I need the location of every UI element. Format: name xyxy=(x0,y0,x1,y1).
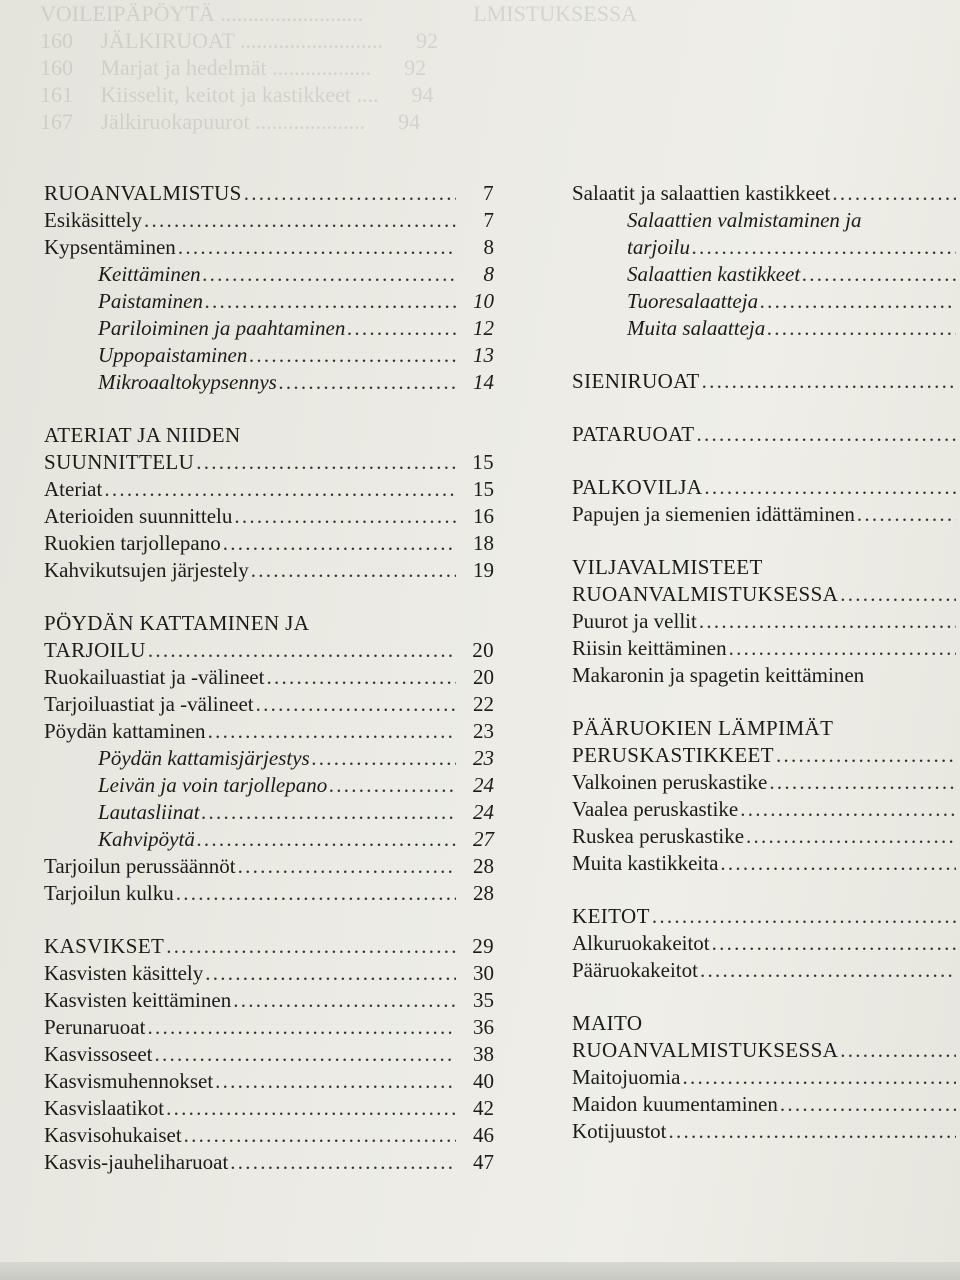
toc-entry-title: PÖYDÄN KATTAMINEN JA xyxy=(44,611,310,635)
toc-chapter-group xyxy=(572,368,960,395)
dot-leader xyxy=(802,261,956,288)
toc-entry-title: Salaatit ja salaattien kastikkeet xyxy=(572,181,831,205)
toc-subsection xyxy=(572,288,960,315)
toc-page-number: 15 xyxy=(472,450,494,474)
dot-leader xyxy=(256,691,456,718)
toc-entry-title: Uppopaistaminen xyxy=(98,343,248,367)
toc-entry-title: Valkoinen peruskastike xyxy=(572,770,768,794)
toc-section xyxy=(44,960,496,987)
toc-page-number: 19 xyxy=(473,558,494,582)
dot-leader xyxy=(699,608,956,635)
toc-chapter-heading xyxy=(572,1010,960,1037)
dot-leader xyxy=(166,1095,456,1122)
toc-section xyxy=(44,1149,496,1176)
dot-leader xyxy=(760,288,956,315)
dot-leader xyxy=(669,1118,956,1145)
dot-leader xyxy=(234,503,456,530)
toc-section xyxy=(572,1118,960,1145)
toc-entry-title: Esikäsittely xyxy=(44,208,142,232)
toc-entry-title: Perunaruoat xyxy=(44,1015,146,1039)
toc-page-number: 35 xyxy=(473,988,494,1012)
page-bottom-edge xyxy=(0,1262,960,1280)
dot-leader xyxy=(266,664,456,691)
toc-page-number: 7 xyxy=(483,208,494,232)
dot-leader xyxy=(203,261,456,288)
toc-section xyxy=(572,930,960,957)
dot-leader xyxy=(347,315,456,342)
toc-page-number: 10 xyxy=(473,289,494,313)
dot-leader xyxy=(215,1068,456,1095)
toc-page-number: 7 xyxy=(483,181,494,205)
toc-entry-title: Vaalea peruskastike xyxy=(572,797,739,821)
toc-entry-title: Maidon kuumentaminen xyxy=(572,1092,778,1116)
toc-section xyxy=(44,691,496,718)
toc-section xyxy=(572,635,960,662)
toc-page-number: 42 xyxy=(473,1096,494,1120)
toc-entry-title: Mikroaaltokypsennys xyxy=(98,370,277,394)
dot-leader xyxy=(233,987,456,1014)
dot-leader xyxy=(251,557,456,584)
toc-entry-title: Papujen ja siemenien idättäminen xyxy=(572,502,855,526)
toc-right-column xyxy=(572,180,960,1171)
toc-page-number: 20 xyxy=(473,665,494,689)
toc-section xyxy=(44,1041,496,1068)
dot-leader xyxy=(683,1064,957,1091)
dot-leader xyxy=(166,933,456,960)
toc-chapter-group xyxy=(572,1010,960,1145)
dot-leader xyxy=(312,745,456,772)
toc-section xyxy=(44,530,496,557)
toc-section xyxy=(572,180,960,207)
toc-entry-title: Leivän ja voin tarjollepano xyxy=(98,773,328,797)
dot-leader xyxy=(832,180,956,207)
toc-subsection xyxy=(44,826,496,853)
toc-chapter-group xyxy=(44,610,496,907)
dot-leader xyxy=(840,1037,956,1064)
dot-leader xyxy=(208,718,456,745)
toc-page-number: 47 xyxy=(473,1150,494,1174)
toc-section xyxy=(572,608,960,635)
toc-chapter-heading xyxy=(572,1037,960,1064)
dot-leader xyxy=(202,799,456,826)
toc-entry-title: Maitojuomia xyxy=(572,1065,681,1089)
toc-entry-title: TARJOILU xyxy=(44,638,146,662)
dot-leader xyxy=(746,823,956,850)
toc-page-number: 13 xyxy=(473,343,494,367)
toc-entry-title: MAITO xyxy=(572,1011,643,1035)
dot-leader xyxy=(857,501,956,528)
dot-leader xyxy=(702,368,956,395)
toc-section xyxy=(572,823,960,850)
toc-page-number: 23 xyxy=(473,719,494,743)
toc-chapter-heading xyxy=(572,903,960,930)
toc-chapter-heading xyxy=(572,554,960,581)
toc-page-number: 30 xyxy=(473,961,494,985)
dot-leader xyxy=(329,772,456,799)
toc-entry-title: Salaattien kastikkeet xyxy=(627,262,801,286)
dot-leader xyxy=(196,449,456,476)
toc-page-number: 18 xyxy=(473,531,494,555)
toc-section xyxy=(44,880,496,907)
dot-leader xyxy=(223,530,456,557)
toc-section xyxy=(572,957,960,984)
toc-section xyxy=(44,234,496,261)
toc-page-number: 15 xyxy=(473,477,494,501)
toc-chapter-heading xyxy=(44,449,496,476)
toc-chapter-heading xyxy=(572,742,960,769)
toc-page-number: 20 xyxy=(472,638,494,662)
toc-section xyxy=(44,1068,496,1095)
dot-leader xyxy=(840,581,956,608)
toc-chapter-heading xyxy=(44,422,496,449)
toc-entry-title: Muita salaatteja xyxy=(627,316,766,340)
toc-entry-title: RUOANVALMISTUKSESSA xyxy=(572,1038,839,1062)
toc-chapter-heading xyxy=(44,610,496,637)
dot-leader xyxy=(652,903,956,930)
dot-leader xyxy=(244,180,456,207)
toc-page-number: 12 xyxy=(473,316,494,340)
toc-section xyxy=(44,987,496,1014)
dot-leader xyxy=(238,853,456,880)
toc-page-number: 22 xyxy=(473,692,494,716)
dot-leader xyxy=(729,635,956,662)
toc-chapter-heading xyxy=(572,421,960,448)
dot-leader xyxy=(780,1091,956,1118)
dot-leader xyxy=(205,960,456,987)
toc-subsection xyxy=(572,261,960,288)
toc-section xyxy=(44,503,496,530)
toc-entry-title: Ruokien tarjollepano xyxy=(44,531,221,555)
toc-entry-title: Kasvislaatikot xyxy=(44,1096,165,1120)
toc-page-number: 38 xyxy=(473,1042,494,1066)
dot-leader xyxy=(104,476,456,503)
dot-leader xyxy=(700,957,956,984)
dot-leader xyxy=(720,850,956,877)
toc-entry-title: Tarjoilun kulku xyxy=(44,881,174,905)
toc-entry-title: SIENIRUOAT xyxy=(572,369,700,393)
dot-leader xyxy=(148,637,456,664)
toc-entry-title: Paistaminen xyxy=(98,289,203,313)
toc-section xyxy=(44,664,496,691)
toc-chapter-group xyxy=(44,422,496,584)
toc-section xyxy=(572,1091,960,1118)
toc-entry-title: Salaattien valmistaminen ja xyxy=(627,208,862,232)
toc-subsection xyxy=(44,772,496,799)
toc-entry-title: Pariloiminen ja paahtaminen xyxy=(98,316,346,340)
dot-leader xyxy=(184,1122,456,1149)
toc-entry-title: Puurot ja vellit xyxy=(572,609,697,633)
toc-subsection xyxy=(44,799,496,826)
dot-leader xyxy=(178,234,456,261)
toc-page-number: 29 xyxy=(472,934,494,958)
toc-entry-title: Tarjoilun perussäännöt xyxy=(44,854,236,878)
toc-entry-title: Kypsentäminen xyxy=(44,235,176,259)
dot-leader xyxy=(769,769,956,796)
toc-entry-title: PALKOVILJA xyxy=(572,475,703,499)
toc-entry-title: Kasvis-jauheliharuoat xyxy=(44,1150,229,1174)
toc-page-number: 8 xyxy=(483,235,494,259)
toc-entry-title: Riisin keittäminen xyxy=(572,636,727,660)
toc-entry-title: Kasvissoseet xyxy=(44,1042,153,1066)
toc-entry-title: SUUNNITTELU xyxy=(44,450,195,474)
toc-page-number: 40 xyxy=(473,1069,494,1093)
toc-page-number: 14 xyxy=(473,370,494,394)
toc-subsection xyxy=(572,207,960,234)
toc-chapter-heading xyxy=(44,180,496,207)
toc-page-number: 23 xyxy=(473,746,494,770)
dot-leader xyxy=(249,342,456,369)
toc-entry-title: KEITOT xyxy=(572,904,650,928)
toc-section xyxy=(44,476,496,503)
toc-entry-title: Kasvisohukaiset xyxy=(44,1123,182,1147)
dot-leader xyxy=(279,369,456,396)
toc-page-number: 8 xyxy=(483,262,494,286)
toc-entry-title: Kasvisten keittäminen xyxy=(44,988,232,1012)
dot-leader xyxy=(704,474,956,501)
toc-chapter-heading xyxy=(572,715,960,742)
toc-entry-title: Ateriat xyxy=(44,477,103,501)
toc-entry-title: Kotijuustot xyxy=(572,1119,667,1143)
toc-subsection xyxy=(44,342,496,369)
toc-page-number: 46 xyxy=(473,1123,494,1147)
toc-page-number: 28 xyxy=(473,881,494,905)
toc-section xyxy=(572,662,960,689)
toc-page-number: 28 xyxy=(473,854,494,878)
toc-chapter-group xyxy=(572,474,960,528)
toc-section xyxy=(44,1122,496,1149)
toc-chapter-heading xyxy=(44,637,496,664)
toc-section xyxy=(572,796,960,823)
toc-chapter-group xyxy=(44,933,496,1176)
dot-leader xyxy=(712,930,956,957)
toc-entry-title: Pääruokakeitot xyxy=(572,958,698,982)
dot-leader xyxy=(155,1041,457,1068)
toc-subsection xyxy=(44,288,496,315)
toc-entry-title: Kasvisten käsittely xyxy=(44,961,204,985)
toc-entry-title: Aterioiden suunnittelu xyxy=(44,504,233,528)
toc-entry-title: Kahvipöytä xyxy=(98,827,195,851)
toc-entry-title: Tuoresalaatteja xyxy=(627,289,759,313)
toc-chapter-heading xyxy=(44,933,496,960)
dot-leader xyxy=(147,1014,456,1041)
toc-subsection xyxy=(572,234,960,261)
dot-leader xyxy=(144,207,456,234)
toc-entry-title: Pöydän kattamisjärjestys xyxy=(98,746,310,770)
toc-section xyxy=(44,1095,496,1122)
toc-chapter-heading xyxy=(572,474,960,501)
toc-entry-title: RUOANVALMISTUKSESSA xyxy=(572,582,839,606)
toc-entry-title: Pöydän kattaminen xyxy=(44,719,206,743)
toc-section xyxy=(572,769,960,796)
dot-leader xyxy=(205,288,456,315)
toc-page-number: 24 xyxy=(473,800,494,824)
toc-entry-title: ATERIAT JA NIIDEN xyxy=(44,423,241,447)
toc-subsection xyxy=(44,315,496,342)
toc-entry-title: Kahvikutsujen järjestely xyxy=(44,558,249,582)
toc-entry-title: Ruokailuastiat ja -välineet xyxy=(44,665,265,689)
toc-chapter-group xyxy=(572,421,960,448)
toc-section xyxy=(572,850,960,877)
toc-chapter-heading xyxy=(572,581,960,608)
toc-entry-title: Tarjoiluastiat ja -välineet xyxy=(44,692,254,716)
toc-chapter-group xyxy=(572,903,960,984)
toc-entry-title: Ruskea peruskastike xyxy=(572,824,745,848)
dot-leader xyxy=(697,421,956,448)
toc-section xyxy=(44,557,496,584)
toc-chapter-group xyxy=(572,554,960,689)
toc-entry-title: tarjoilu xyxy=(627,235,691,259)
toc-page-number: 36 xyxy=(473,1015,494,1039)
toc-section xyxy=(572,1064,960,1091)
toc-section xyxy=(572,501,960,528)
toc-entry-title: RUOANVALMISTUS xyxy=(44,181,242,205)
toc-entry-title: PATARUOAT xyxy=(572,422,695,446)
toc-section xyxy=(44,1014,496,1041)
dot-leader xyxy=(776,742,956,769)
toc-entry-title: Keittäminen xyxy=(98,262,201,286)
toc-left-column xyxy=(44,180,496,1202)
toc-entry-title: VILJAVALMISTEET xyxy=(572,555,763,579)
toc-subsection xyxy=(44,261,496,288)
toc-entry-title: Makaronin ja spagetin keittäminen xyxy=(572,663,865,687)
toc-entry-title: Alkuruokakeitot xyxy=(572,931,710,955)
toc-page-number: 16 xyxy=(473,504,494,528)
dot-leader xyxy=(230,1149,456,1176)
toc-entry-title: Lautasliinat xyxy=(98,800,200,824)
dot-leader xyxy=(692,234,956,261)
toc-section xyxy=(44,718,496,745)
toc-section xyxy=(44,207,496,234)
dot-leader xyxy=(740,796,956,823)
toc-entry-title: PERUSKASTIKKEET xyxy=(572,743,775,767)
toc-section xyxy=(44,853,496,880)
toc-entry-title: Kasvismuhennokset xyxy=(44,1069,214,1093)
toc-entry-title: Muita kastikkeita xyxy=(572,851,719,875)
toc-page-number: 27 xyxy=(473,827,494,851)
show-through-text: VOILEIPÄPÖYTÄ .......................... LMISTUKSESSA 160 JÄLKIRUOAT .......................... 92 160 Marjat ja hedelmät .................. 92 161 Kiisselit, keitot ja kastikkeet .... 94 167 Jälkiruokapuurot .................... 94 xyxy=(40,1,638,134)
toc-chapter-group xyxy=(44,180,496,396)
toc-entry-title: KASVIKSET xyxy=(44,934,165,958)
toc-entry-title: PÄÄRUOKIEN LÄMPIMÄT xyxy=(572,716,834,740)
toc-chapter-heading xyxy=(572,368,960,395)
dot-leader xyxy=(176,880,456,907)
toc-chapter-group xyxy=(572,180,960,342)
toc-subsection xyxy=(44,369,496,396)
toc-subsection xyxy=(572,315,960,342)
toc-subsection xyxy=(44,745,496,772)
dot-leader xyxy=(767,315,956,342)
toc-chapter-group xyxy=(572,715,960,877)
toc-page-number: 24 xyxy=(473,773,494,797)
dot-leader xyxy=(197,826,456,853)
